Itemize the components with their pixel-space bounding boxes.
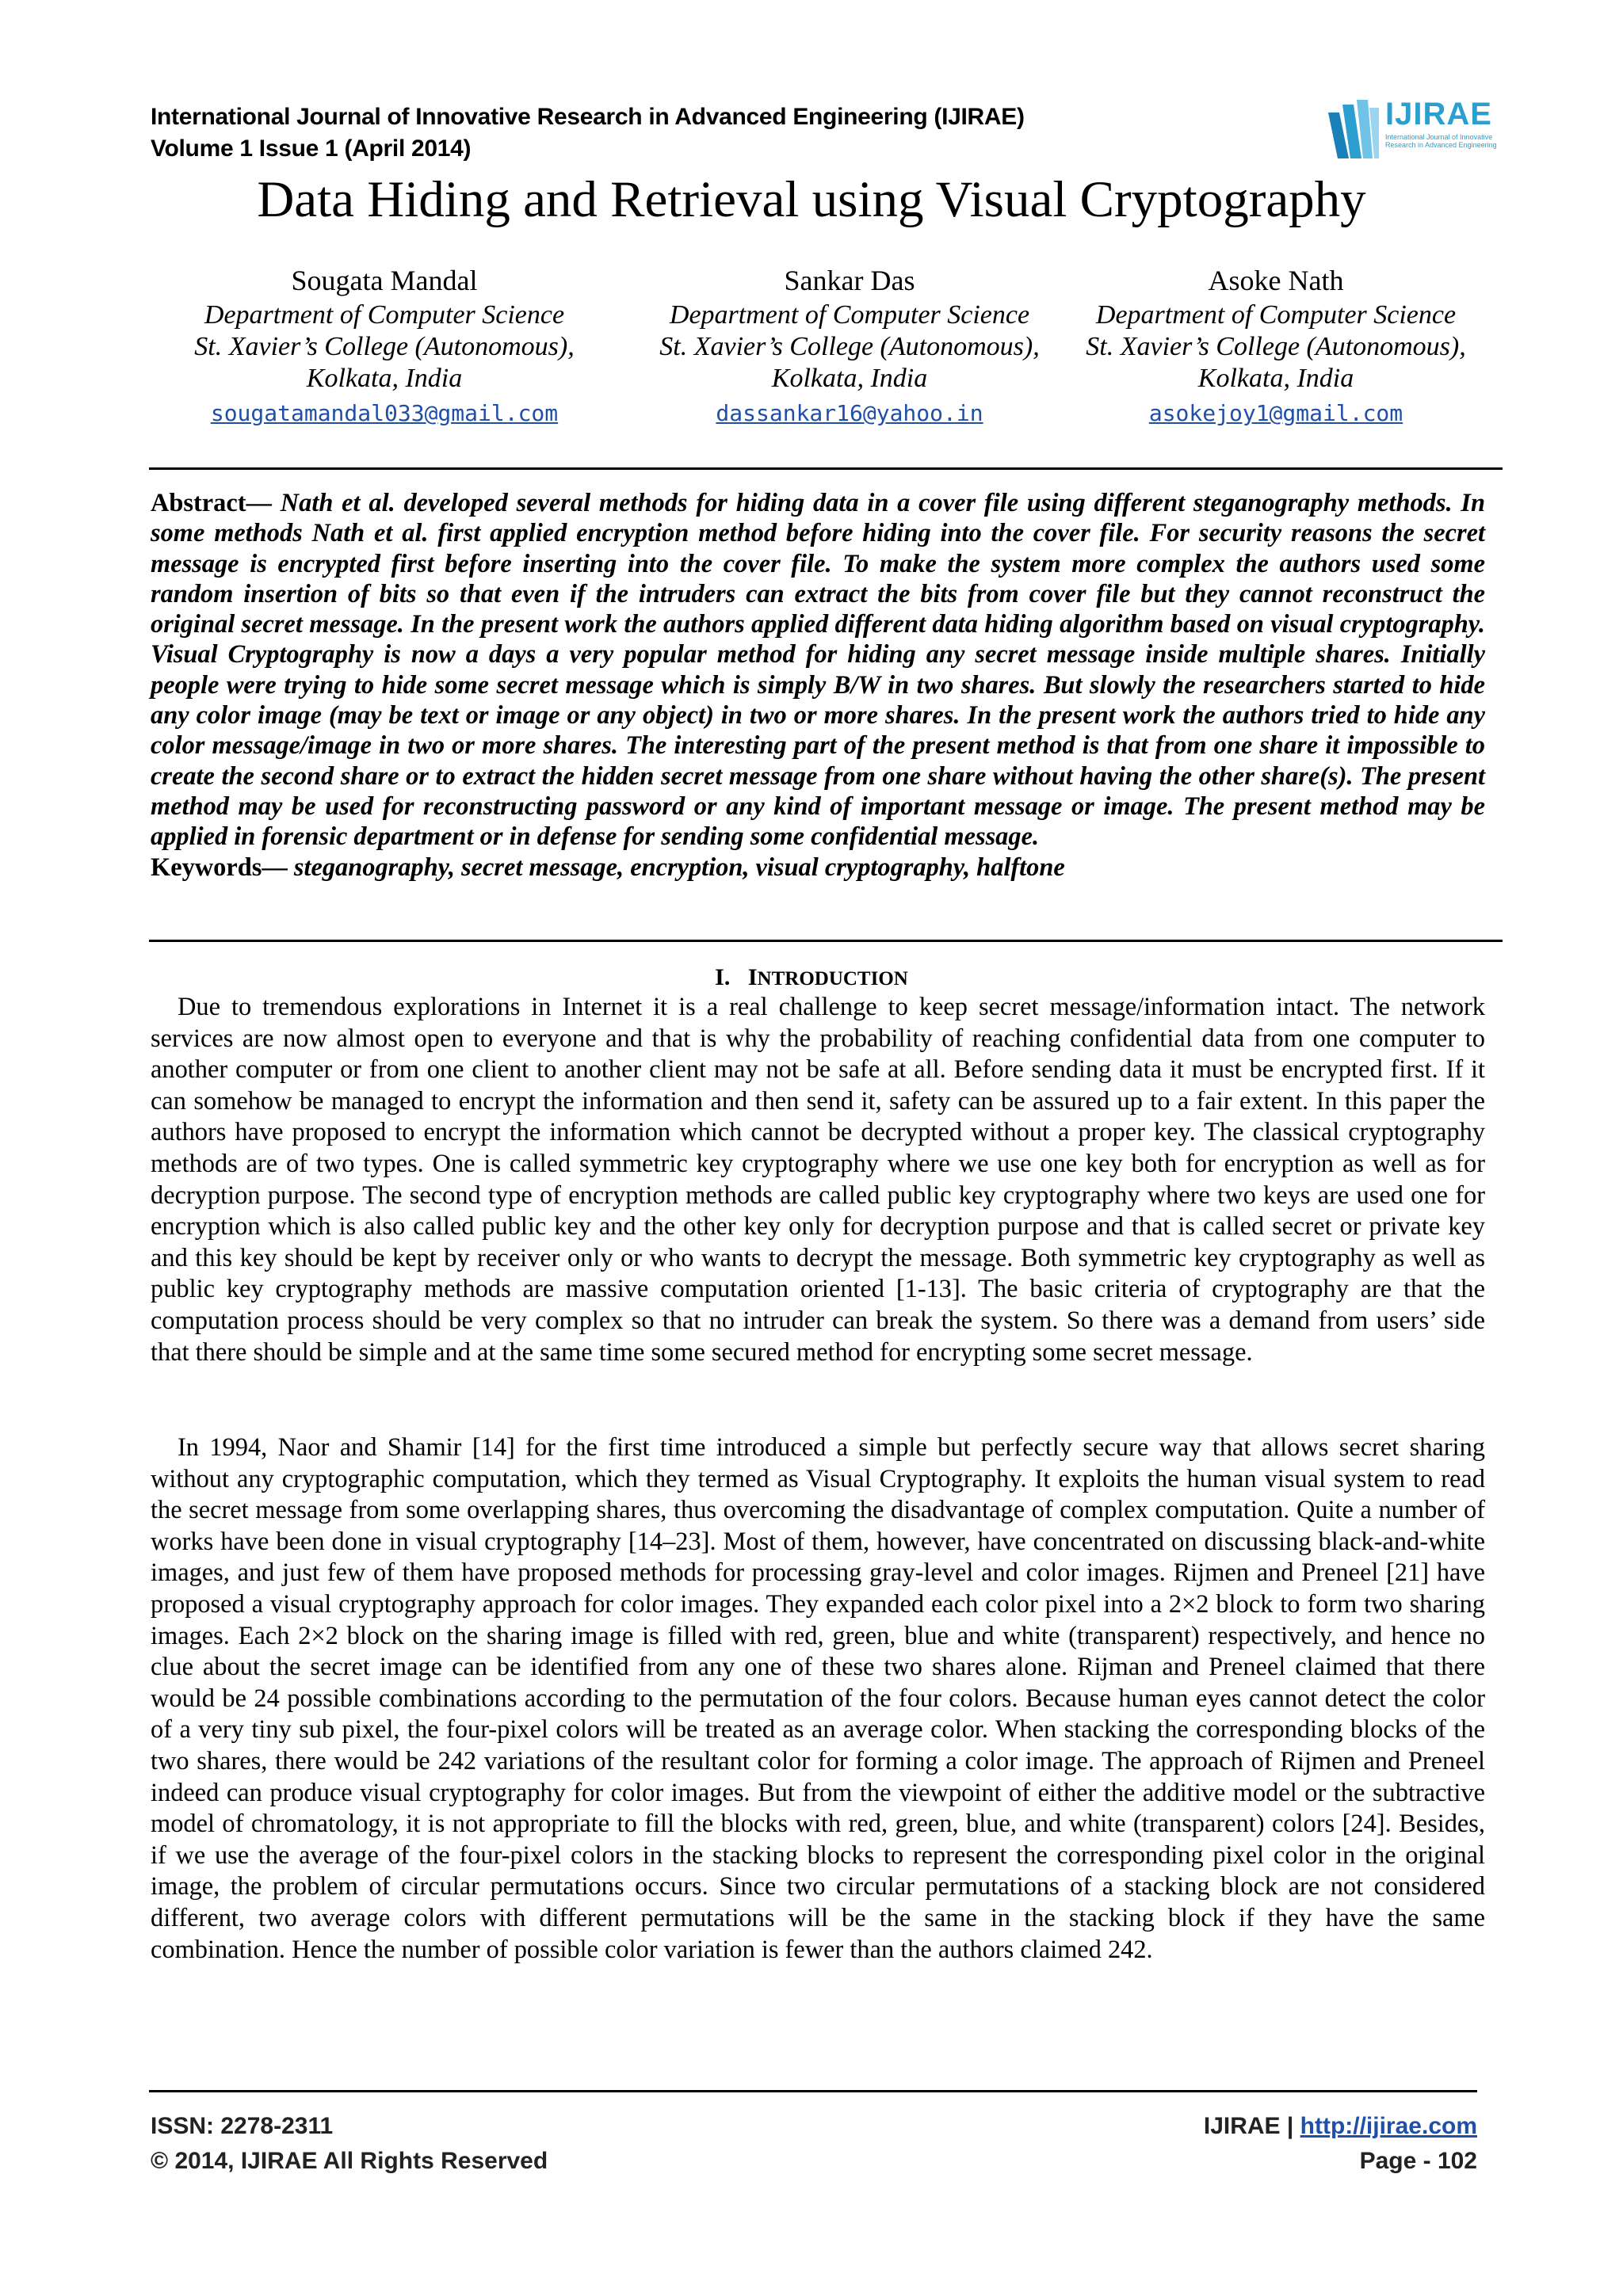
- footer-page-number: Page - 102: [1359, 2148, 1477, 2174]
- section-first-letter: I: [747, 964, 758, 990]
- footer-divider: [149, 2090, 1477, 2092]
- body-paragraph-1: Due to tremendous explorations in Internet it is a real challenge to keep secret message/information intact. The network services are now almost open to everyone and that is why the probability of reaching confidential data from one computer to another computer or from one client to another client may not be safe at all. Before sending data it must be encrypted first. If it can somehow be managed to encrypt the information and then send it, safety can be assured up to a fair extent. In this paper the authors have proposed to encrypt the information which cannot be decrypted without a proper key. The classical cryptography methods are of two types. One is called symmetric key cryptography where we use one key both for encryption as well as for decryption purpose. The second type of encryption methods are called public key cryptography where two keys are used one for encryption which is also called public key and the other key only for decryption purpose and that is called secret or private key and this key should be kept by receiver only or who wants to decrypt the message. Both symmetric key cryptography as well as public key cryptography methods are massive computation oriented [1-13]. The basic criteria of cryptography are that the computation process should be very complex so that no intruder can break the system. So there was a demand from users’ side that there should be simple and at the same time some secured method for encrypting some secret message.: [151, 993, 1485, 1367]
- author-name: Asoke Nath: [1208, 265, 1344, 296]
- abstract: [151, 488, 1485, 883]
- author-city: Kolkata, India: [771, 364, 928, 393]
- body-paragraph-2: In 1994, Naor and Shamir [14] for the first time introduced a simple but perfectly secure way that allows secret sharing without any cryptographic computation, which they termed as Visual Cryptography. It exploits the human visual system to read the secret message from some overlapping shares, thus overcoming the disadvantage of complex computation. Quite a number of works have been done in visual cryptography [14–23]. Most of them, however, have concentrated on discussing black-and-white images, and just few of them have proposed methods for processing gray-level and color images. Rijmen and Preneel [21] have proposed a visual cryptography approach for color images. They expanded each color pixel into a 2×2 block to form two sharing images. Each 2×2 block on the sharing image is filled with red, green, blue and white (transparent) respectively, and hence no clue about the secret image can be identified from any one of these two shares alone. Rijman and Preneel claimed that there would be 24 possible combinations according to the permutation of the four colors. Because human eyes cannot detect the color of a very tiny sub pixel, the four-pixel colors will be treated as an average color. When stacking the corresponding blocks of the two shares, there would be 242 variations of the resultant color for forming a color image. The approach of Rijmen and Preneel indeed can produce visual cryptography for color images. But from the viewpoint of either the additive model or the subtractive model of chromatology, it is not appropriate to fill the blocks with red, green, blue, and white (transparent) colors [24]. Besides, if we use the average of the four-pixel colors in the stacking blocks to represent the corresponding pixel color in the original image, the problem of circular permutations occurs. Since two circular permutations of a stacking block are not considered different, two average colors with different permutations will be the same in the stacking block if they have the same combination. Hence the number of possible color variation is fewer than the authors claimed 242.: [151, 1433, 1485, 1964]
- footer-copyright: © 2014, IJIRAE All Rights Reserved: [151, 2148, 548, 2174]
- keywords-label: Keywords—: [151, 852, 288, 882]
- author-department: Department of Computer Science: [669, 300, 1030, 330]
- journal-logo: [1322, 97, 1504, 163]
- footer-right: [1204, 2109, 1477, 2179]
- author-department: Department of Computer Science: [204, 300, 565, 330]
- footer-url-link[interactable]: http://ijirae.com: [1300, 2113, 1477, 2139]
- author-city: Kolkata, India: [1197, 364, 1354, 393]
- author-college: St. Xavier’s College (Autonomous),: [659, 332, 1040, 361]
- section-rest: NTRODUCTION: [757, 968, 908, 990]
- footer-left: [151, 2109, 548, 2179]
- paper-title: Data Hiding and Retrieval using Visual Cryptography: [257, 171, 1366, 228]
- ijirae-logo-icon: [1322, 97, 1382, 163]
- author-name: Sougata Mandal: [291, 265, 478, 296]
- author-email-3[interactable]: asokejoy1@gmail.com: [1148, 400, 1403, 426]
- author-email-2[interactable]: dassankar16@yahoo.in: [716, 400, 983, 426]
- section-heading: [0, 962, 1623, 995]
- author-block-1: [162, 265, 606, 429]
- footer-issn: ISSN: 2278-2311: [151, 2113, 334, 2139]
- section-number: I.: [715, 964, 731, 990]
- author-block-2: [628, 265, 1071, 429]
- journal-volume: Volume 1 Issue 1 (April 2014): [151, 135, 472, 162]
- author-block-3: [1054, 265, 1498, 429]
- footer-journal: IJIRAE |: [1203, 2113, 1300, 2139]
- abstract-label: Abstract—: [151, 489, 272, 517]
- author-name: Sankar Das: [784, 265, 915, 296]
- author-email-1[interactable]: sougatamandal033@gmail.com: [210, 400, 559, 426]
- divider-top: [149, 467, 1503, 470]
- logo-tagline: International Journal of Innovative Research in Advanced Engineering: [1385, 133, 1497, 149]
- author-college: St. Xavier’s College (Autonomous),: [194, 332, 575, 361]
- abstract-text: Nath et al. developed several methods for hiding data in a cover file using different steganography methods. In some methods Nath et al. first applied encryption method before hiding into the cover file. For security reasons the secret message is encrypted first before inserting into the cover file. To make the system more complex the authors used some random insertion of bits so that even if the intruders can extract the bits from cover file but they cannot reconstruct the original secret message. In the present work the authors applied different data hiding algorithm based on visual cryptography. Visual Cryptography is now a days a very popular method for hiding any secret message inside multiple shares. Initially people were trying to hide some secret message which is simply B/W in two shares. But slowly the researchers started to hide any color image (may be text or image or any object) in two or more shares. In the present work the authors tried to hide any color message/image in two or more shares. The interesting part of the present method is that from one share it impossible to create the second share or to extract the hidden secret message from one share without having the other share(s). The present method may be used for reconstructing password or any kind of important message or image. The present method may be applied in forensic department or in defense for sending some confidential message.: [151, 489, 1485, 852]
- author-city: Kolkata, India: [306, 364, 463, 393]
- journal-header: [151, 101, 1025, 165]
- author-college: St. Xavier’s College (Autonomous),: [1086, 332, 1466, 361]
- author-department: Department of Computer Science: [1095, 300, 1457, 330]
- logo-text: IJIRAE: [1385, 97, 1492, 132]
- keywords-text: steganography, secret message, encryption, visual cryptography, halftone: [293, 852, 1065, 882]
- journal-name: International Journal of Innovative Research in Advanced Engineering (IJIRAE): [151, 104, 1025, 130]
- divider-bottom: [149, 940, 1503, 942]
